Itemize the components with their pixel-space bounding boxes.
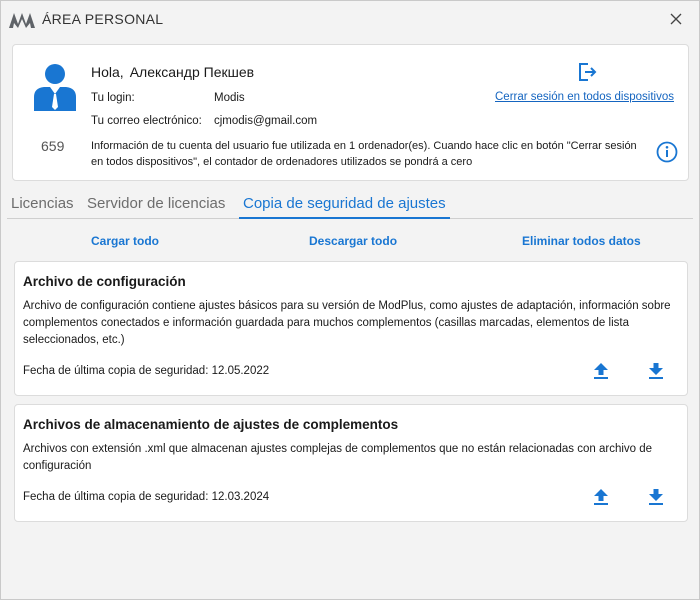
config-file-card: [14, 261, 688, 396]
tab-settings-backup[interactable]: Copia de seguridad de ajustes: [239, 193, 450, 219]
info-icon[interactable]: [656, 141, 678, 163]
login-label: Tu login:: [91, 92, 135, 104]
download-icon: [648, 362, 664, 380]
section-title: Archivo de configuración: [23, 274, 186, 289]
last-backup-date: Fecha de última copia de seguridad: 12.03.2024: [23, 491, 270, 503]
email-label: Tu correo electrónico:: [91, 115, 202, 127]
devices-info-text: Información de tu cuenta del usuario fue utilizada en 1 ordenador(es). Cuando hace clic en botón "Cerrar sesión en todos dispositivos", el contador de ordenadores utilizados se pondrá a cero: [91, 140, 637, 168]
download-icon: [648, 488, 664, 506]
title-bar: [1, 1, 699, 37]
email-value: cjmodis@gmail.com: [214, 115, 318, 127]
tab-license-server[interactable]: Servidor de licencias: [87, 195, 226, 212]
greeting-text: Hola,: [91, 64, 124, 80]
user-name: Александр Пекшев: [129, 64, 255, 80]
tab-licenses[interactable]: Licencias: [11, 195, 74, 212]
upload-icon: [593, 362, 609, 380]
close-button[interactable]: [661, 5, 691, 33]
window-title: ÁREA PERSONAL: [42, 11, 164, 27]
logout-all-devices-link[interactable]: Cerrar sesión en todos dispositivos: [495, 91, 674, 103]
upload-all-button[interactable]: Cargar todo: [91, 234, 160, 248]
modplus-logo-icon: [9, 11, 35, 28]
download-all-button[interactable]: Descargar todo: [309, 234, 398, 248]
plugin-settings-card: [14, 404, 688, 522]
user-avatar-icon: [32, 63, 78, 111]
section-description: Archivo de configuración contiene ajustes básicos para su versión de ModPlus, como ajustes de adaptación, información sobre complementos conectados e información guardada para muchos complementos (casillas marcadas, elementos de lista seleccionados, etc.): [23, 300, 671, 346]
logout-icon[interactable]: [576, 61, 598, 83]
login-value: Modis: [214, 92, 245, 104]
section-description: Archivos con extensión .xml que almacenan ajustes complejas de complementos que no están relacionadas con archivo de configuración: [23, 443, 653, 472]
user-info-card: [12, 44, 689, 181]
download-button[interactable]: [645, 486, 667, 508]
close-icon: [670, 13, 682, 25]
download-button[interactable]: [645, 360, 667, 382]
greeting: [91, 64, 254, 80]
upload-button[interactable]: [590, 486, 612, 508]
tab-bar: [7, 193, 693, 219]
last-backup-date: Fecha de última copia de seguridad: 12.05.2022: [23, 365, 270, 377]
devices-counter: 659: [41, 138, 65, 154]
delete-all-button[interactable]: Eliminar todos datos: [522, 234, 641, 248]
section-title: Archivos de almacenamiento de ajustes de complementos: [23, 417, 399, 432]
upload-icon: [593, 488, 609, 506]
upload-button[interactable]: [590, 360, 612, 382]
